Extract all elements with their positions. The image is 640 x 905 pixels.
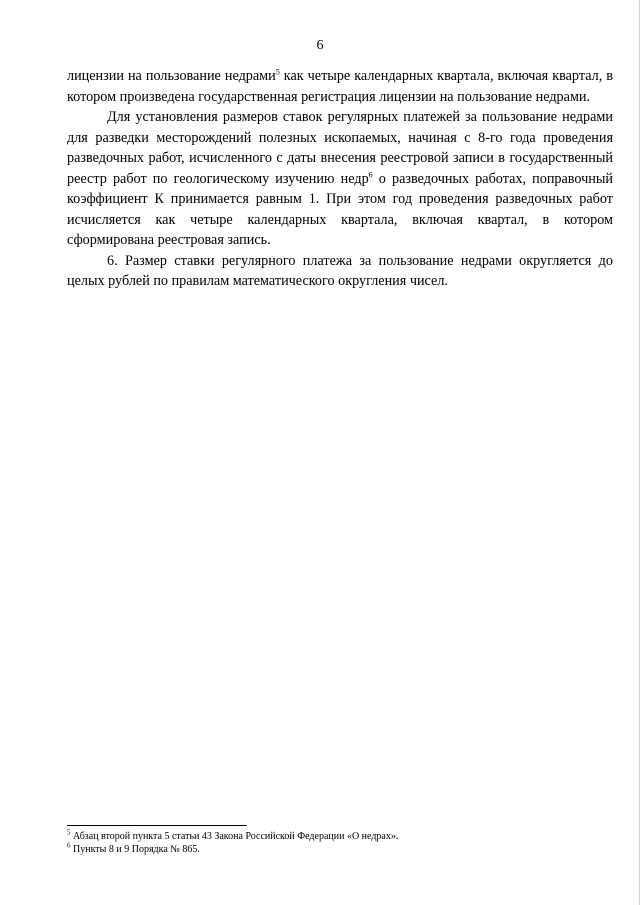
paragraph-continuation: [67, 66, 613, 107]
footnote-reference[interactable]: 6: [368, 169, 373, 179]
footnotes: [67, 830, 613, 856]
footnote-item: [67, 830, 613, 843]
footnote-text: Пункты 8 и 9 Порядка № 865.: [70, 844, 200, 855]
footnote-divider: [67, 825, 247, 826]
footnote-mark: 5: [67, 828, 71, 837]
footnote-text: Абзац второй пункта 5 статьи 43 Закона Российской Федерации «О недрах».: [70, 831, 399, 842]
page-number: 6: [316, 38, 324, 53]
footnote-reference[interactable]: 5: [275, 67, 280, 77]
footnote-mark: 6: [67, 841, 71, 850]
paragraph-text: Для установления размеров ставок регулярных платежей за пользование недрами для разведки месторождений полезных ископаемых, начиная с 8-го года проведения разведочных работ, исчисленного с даты внесения реестровой записи в государственный реестр работ по геологическому изучению недр: [67, 109, 613, 187]
paragraph-text: о разведочных работах, поправочный коэффициент К принимается равным 1. При этом год проведения разведочных работ исчисляется как четыре календарных квартала, включая квартал, в котором сформирована реестровая запись.: [67, 170, 613, 248]
paragraph-text: лицензии на пользование недрами: [67, 68, 276, 84]
paragraph-exploration-rates: [67, 107, 613, 251]
footnote-item: [67, 843, 613, 856]
body-text: [67, 66, 613, 292]
paragraph-text: как четыре календарных квартала, включая квартал, в котором произведена государственная регистрация лицензии на пользование недрами.: [67, 68, 613, 105]
paragraph-rounding-rule: 6. Размер ставки регулярного платежа за пользование недрами округляется до целых рублей по правилам математического округления чисел.: [67, 252, 613, 289]
